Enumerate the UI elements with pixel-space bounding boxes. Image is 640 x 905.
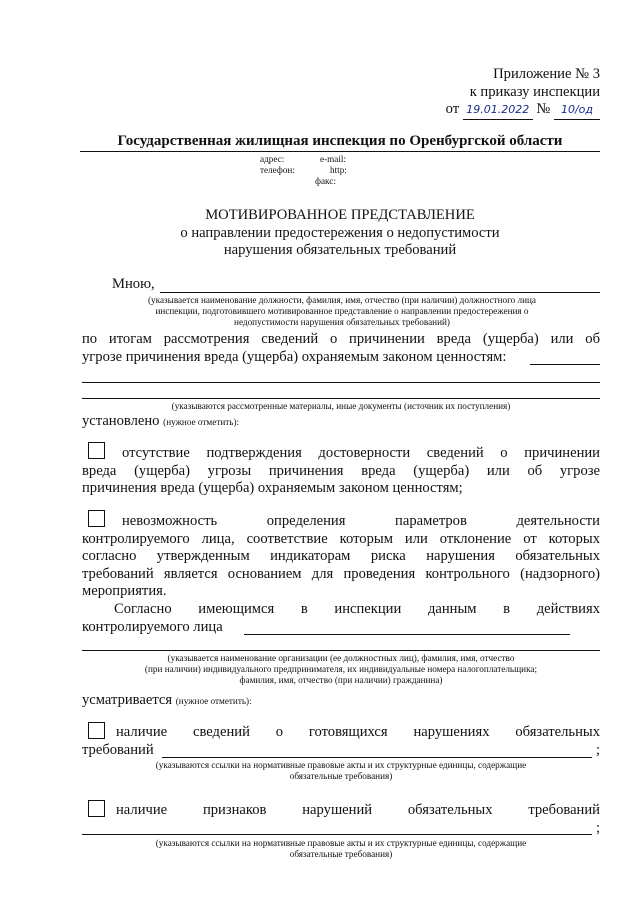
option-violation-signs: наличие признаков нарушений обязательных требований ; (116, 802, 600, 836)
considered-label: усматривается (нужное отметить): (82, 692, 252, 708)
org-underline (80, 151, 600, 152)
doc-title: МОТИВИРОВАННОЕ ПРЕДСТАВЛЕНИЕ о направлении предостережения о недопустимости нарушения обязательных требований (180, 207, 500, 258)
option-impossible-params: невозможность определения параметров деятельности контролируемого лица, соответствие которым или отклонение от которых согласно утвержденным индикаторам риска нарушения обязательных требований является основанием для проведения контрольного (надзорного) мероприятия. (82, 513, 600, 599)
appendix-date-line: от 19.01.2022 № 10/од (360, 101, 600, 120)
established-label: установлено (нужное отметить): (82, 413, 240, 429)
myuo-line (160, 292, 600, 293)
hint-official: (указывается наименование должности, фамилия, имя, отчество (при наличии) должностного лица инспекции, подготовившего мотивированное представление о направлении предостережения о недопустимости нарушения обязательных требований) (147, 295, 537, 327)
hint-norms-1: (указываются ссылки на нормативные правовые акты и их структурные единицы, содержащие обязательные требования) (155, 760, 527, 781)
option-no-confirmation: отсутствие подтверждения достоверности сведений о причинении вреда (ущерба) угрозы причинения вреда (ущерба) или об угрозе причинения вреда (ущерба) охраняемым законом ценностям; (82, 445, 600, 496)
option-prepared-violations: наличие сведений о готовящихся нарушениях обязательных требований ; (82, 724, 600, 758)
myuo-label: Мною, (112, 276, 155, 292)
appendix-number: 10/од (554, 101, 600, 120)
contacts: адрес: e-mail: телефон: http: факс: (260, 154, 347, 186)
hint-materials: (указываются рассмотренные материалы, иные документы (источник их поступления) (171, 401, 511, 411)
appendix-date: 19.01.2022 (463, 101, 533, 120)
hint-organization: (указывается наименование организации (ее должностных лиц), фамилия, имя, отчество (при наличии) индивидуального предпринимателя, их индивидуальные номера налогоплательщика; фамилия, имя, отчество (при наличии) гражданина) (144, 653, 538, 685)
appendix-line1: Приложение № 3 (493, 66, 600, 82)
appendix-block (360, 66, 600, 120)
para-review: по итогам рассмотрения сведений о причинении вреда (ущерба) или об угрозе причинения вреда (ущерба) охраняемым законом ценностям: (82, 331, 600, 365)
hint-norms-2: (указываются ссылки на нормативные правовые акты и их структурные единицы, содержащие обязательные требования) (155, 838, 527, 859)
org-name: Государственная жилищная инспекция по Оренбургской области (117, 133, 563, 149)
appendix-line2: к приказу инспекции (469, 83, 600, 100)
para-according: Согласно имеющимся в инспекции данным в действиях контролируемого лица (82, 601, 600, 635)
